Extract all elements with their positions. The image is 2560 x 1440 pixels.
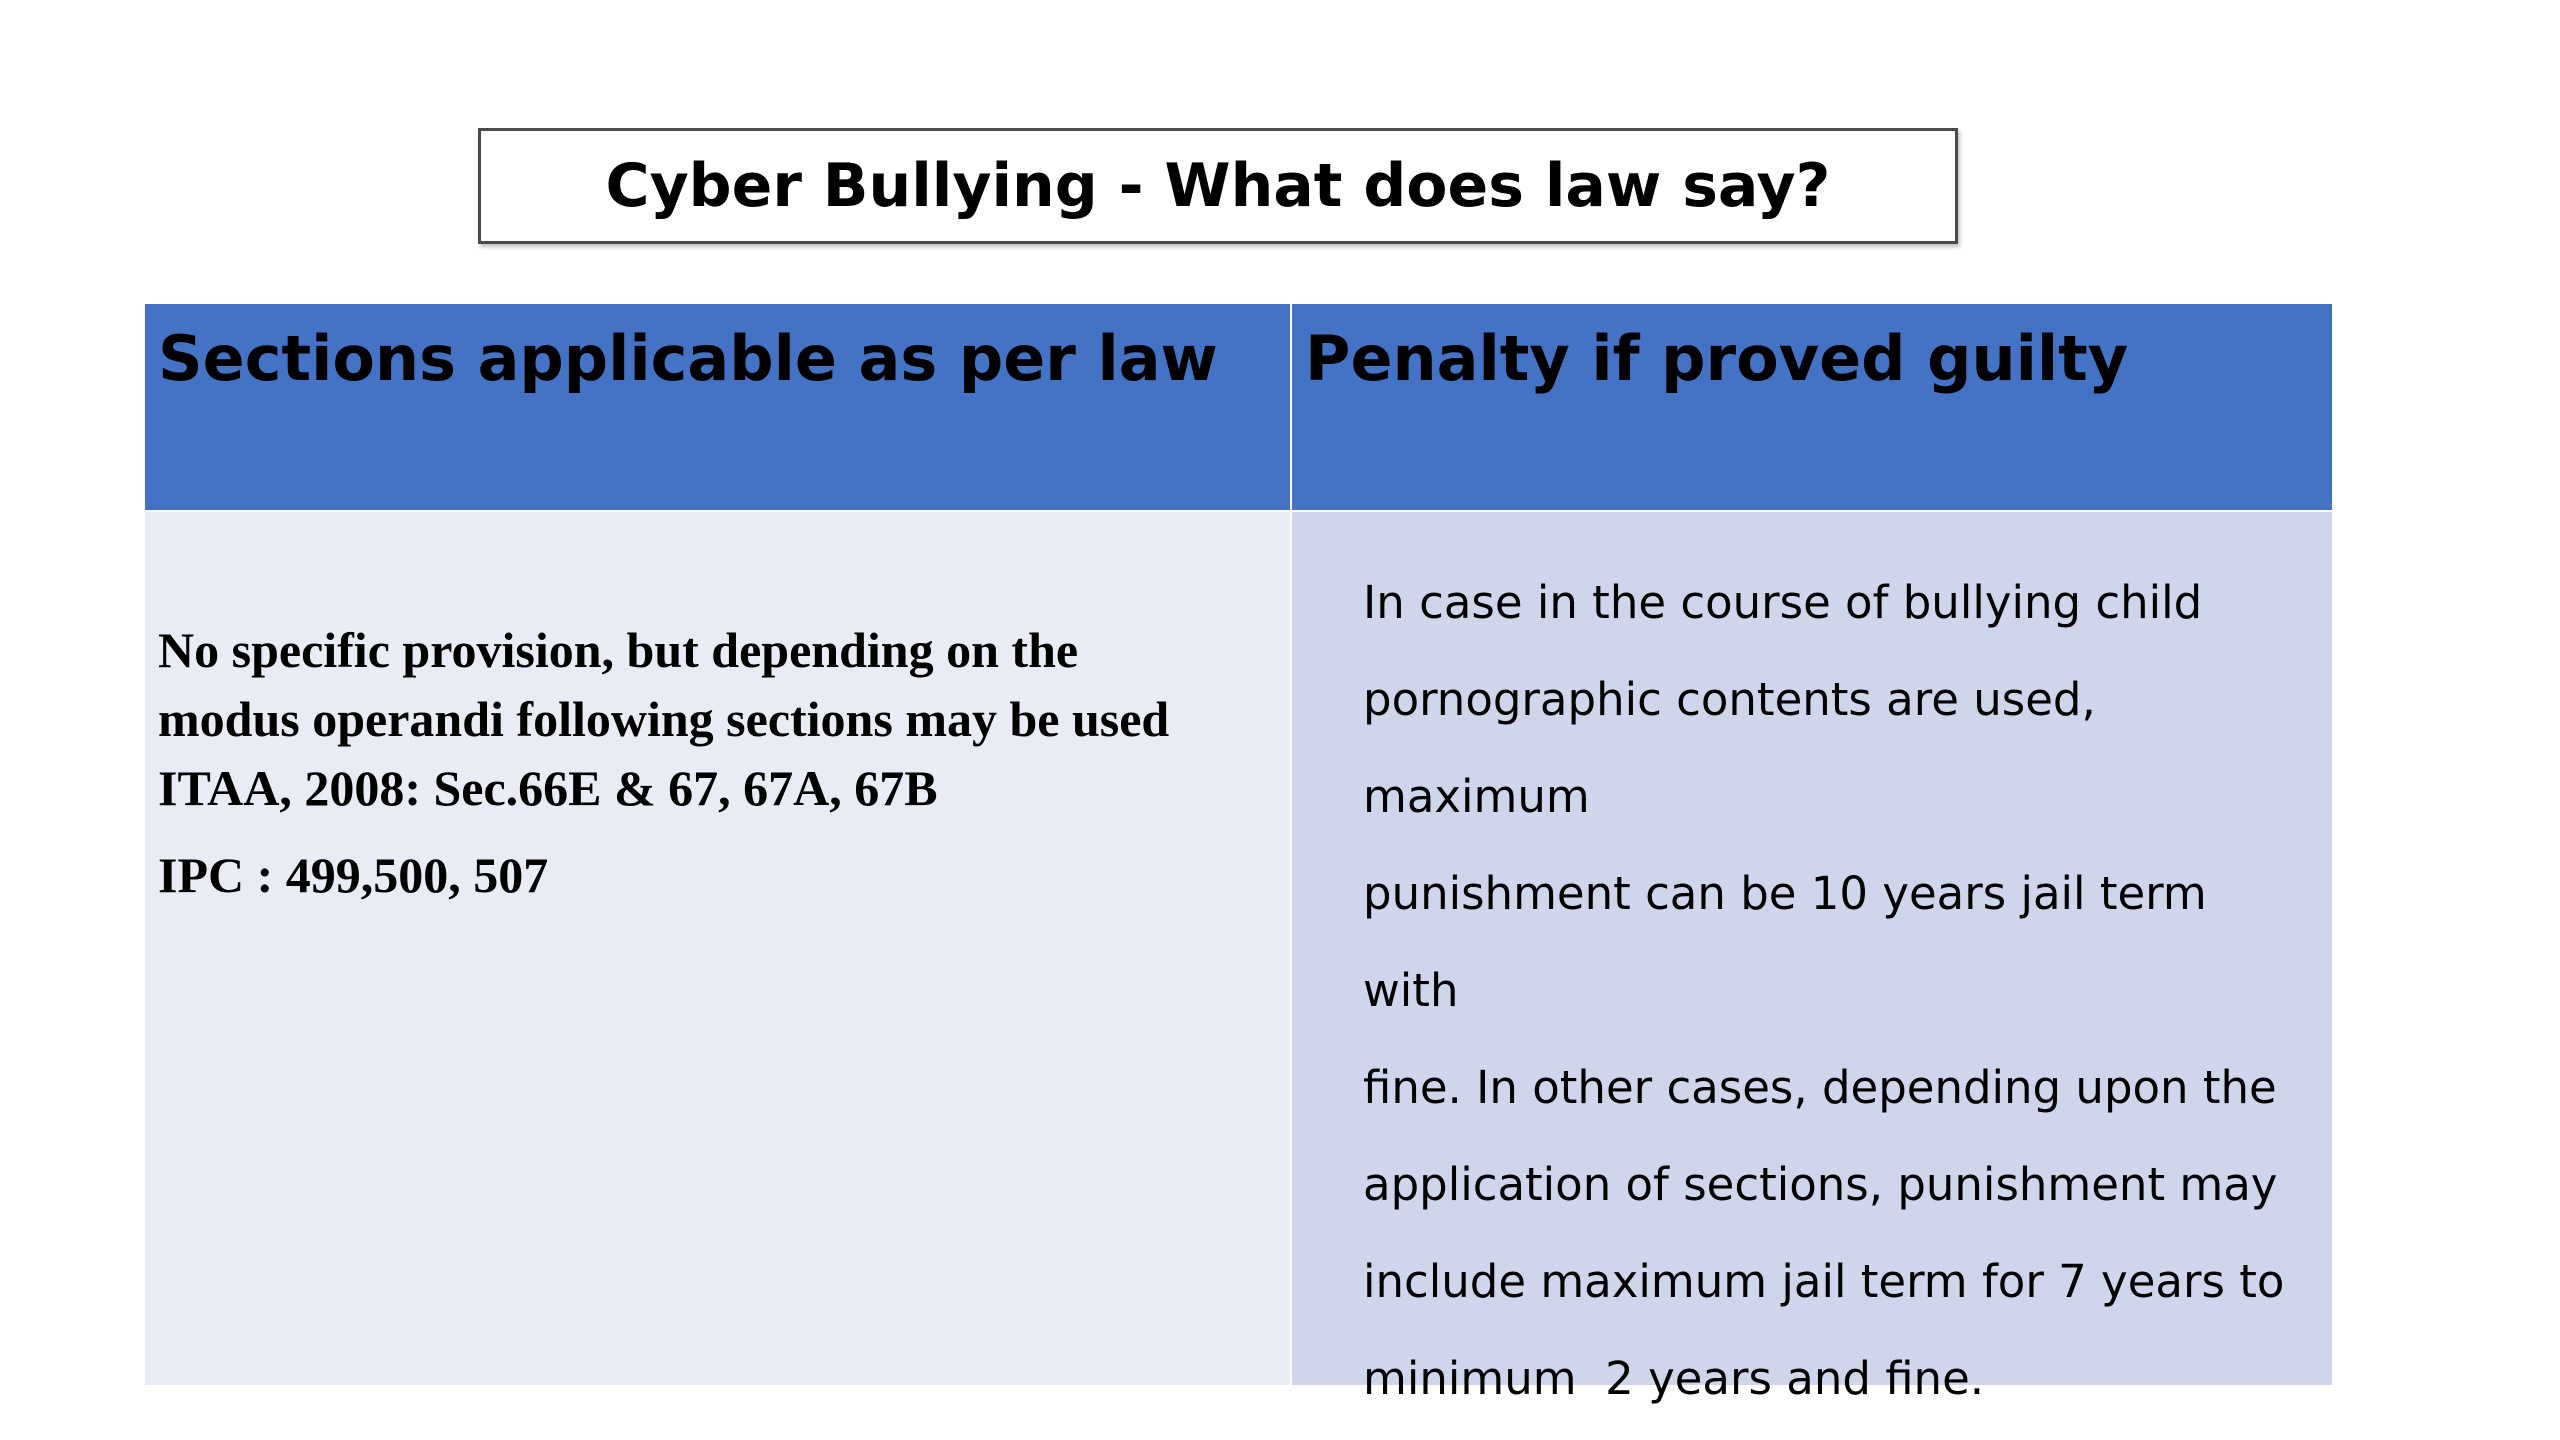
penalty-line: punishment can be 10 years jail term with bbox=[1363, 867, 2207, 1017]
ipc-sections: IPC : 499,500, 507 bbox=[158, 847, 549, 903]
sections-cell bbox=[145, 512, 1290, 1385]
penalty-line: fine. In other cases, depending upon the bbox=[1363, 1061, 2277, 1114]
penalty-line: minimum 2 years and fine. bbox=[1363, 1352, 1985, 1405]
sections-text bbox=[158, 616, 1270, 823]
penalty-line: application of sections, punishment may bbox=[1363, 1158, 2278, 1211]
sections-line: modus operandi following sections may be used bbox=[158, 691, 1170, 747]
slide-title: Cyber Bullying - What does law say? bbox=[478, 128, 1958, 244]
header-penalty: Penalty if proved guilty bbox=[1292, 304, 2332, 510]
sections-line: ITAA, 2008: Sec.66E & 67, 67A, 67B bbox=[158, 760, 938, 816]
penalty-cell bbox=[1292, 512, 2332, 1405]
sections-line: No specific provision, but depending on the bbox=[158, 622, 1079, 678]
penalty-line: pornographic contents are used, maximum bbox=[1363, 673, 2096, 823]
penalty-line: include maximum jail term for 7 years to bbox=[1363, 1255, 2285, 1308]
law-table bbox=[145, 304, 2332, 1405]
header-sections: Sections applicable as per law bbox=[145, 304, 1290, 510]
column-divider bbox=[1290, 304, 1292, 1385]
penalty-line: In case in the course of bullying child bbox=[1363, 576, 2203, 629]
